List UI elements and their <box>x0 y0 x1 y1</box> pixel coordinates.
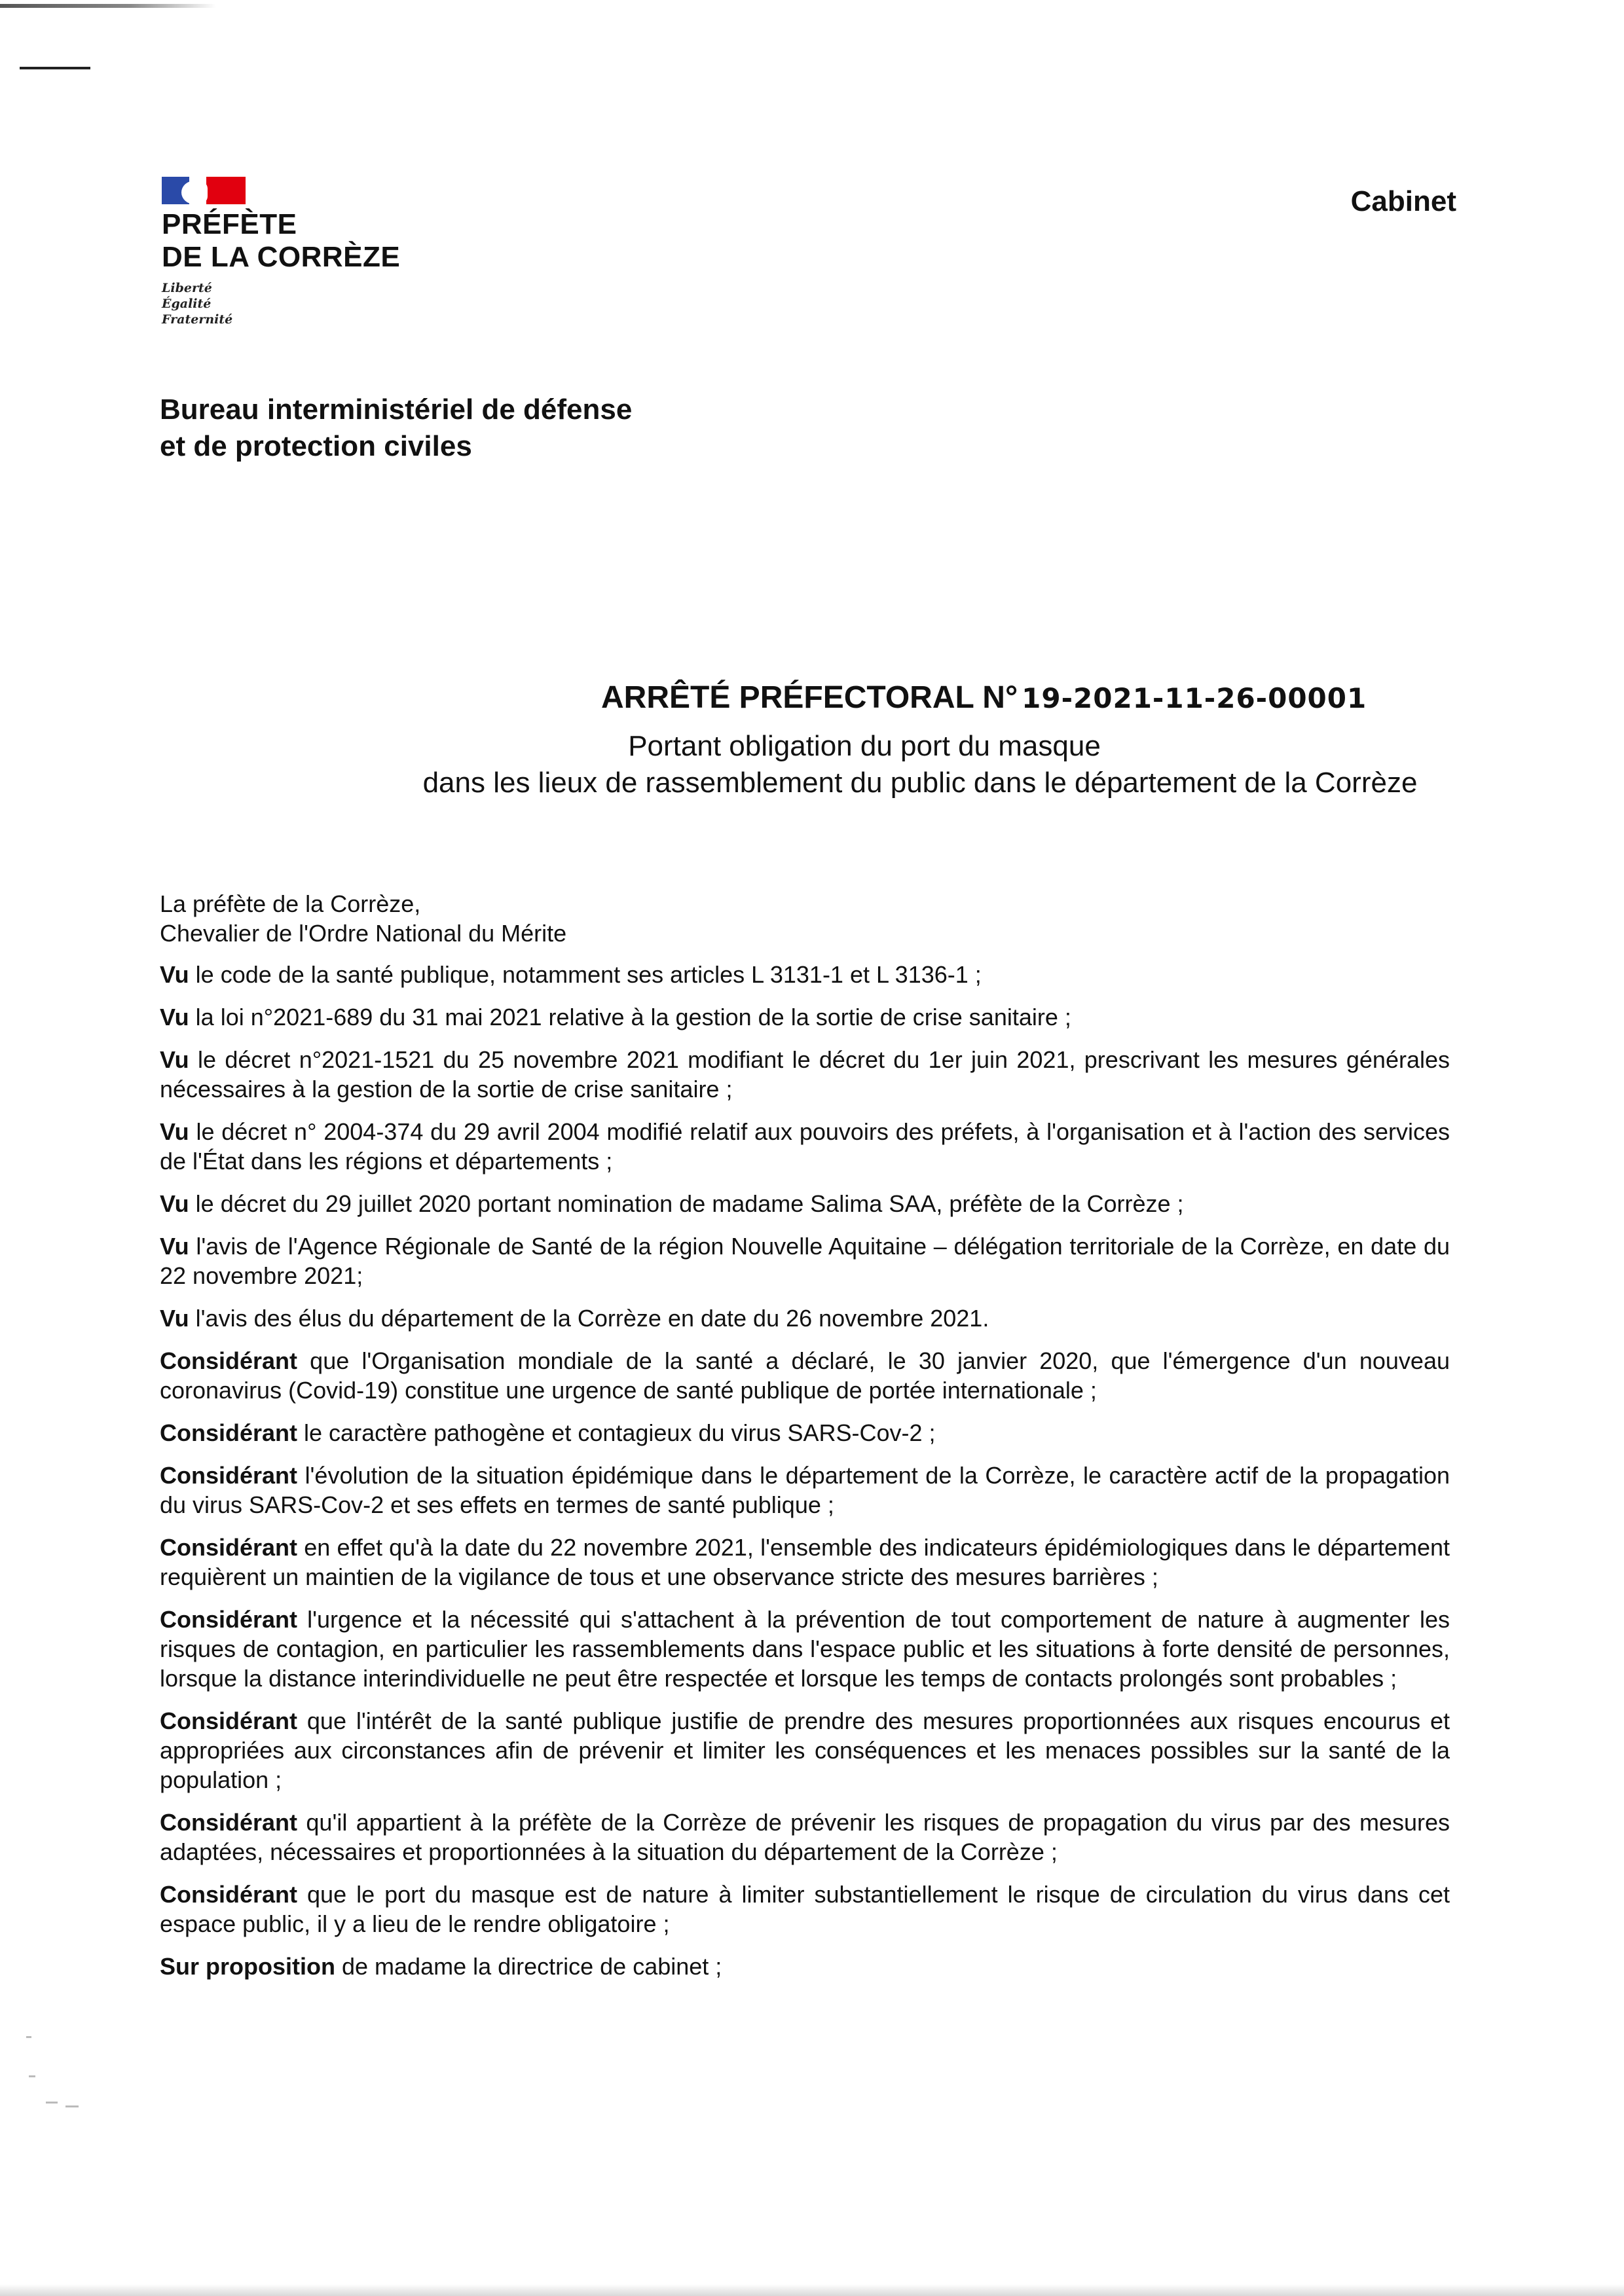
recital-paragraph <box>160 1880 1450 1939</box>
bureau-line2: et de protection civiles <box>160 430 472 462</box>
subtitle-line1: Portant obligation du port du masque <box>628 730 1101 762</box>
recital-paragraph <box>160 1189 1450 1218</box>
logo-title <box>162 208 400 274</box>
logo-title-line2: DE LA CORRÈZE <box>162 241 401 273</box>
recital-text: l'avis de l'Agence Régionale de Santé de la région Nouvelle Aquitaine – délégation territoriale de la Corrèze, en date du 22 novembre 2021; <box>160 1233 1450 1289</box>
recital-keyword: Vu <box>160 1305 189 1332</box>
recital-text: que le port du masque est de nature à limiter substantiellement le risque de circulation du virus dans cet espace public, il y a lieu de le rendre obligatoire ; <box>160 1881 1450 1937</box>
recital-text: l'avis des élus du département de la Corrèze en date du 26 novembre 2021. <box>189 1305 989 1332</box>
recital-keyword: Vu <box>160 1004 189 1030</box>
recital-paragraph <box>160 960 1450 989</box>
scan-artifacts <box>20 2036 98 2115</box>
department-label: Cabinet <box>1350 185 1456 217</box>
recital-paragraph <box>160 1605 1450 1693</box>
prefecture-logo <box>162 177 400 327</box>
recital-paragraph <box>160 1045 1450 1104</box>
recital-paragraph <box>160 1952 1450 1981</box>
recital-paragraph <box>160 1002 1450 1032</box>
recital-text: le décret du 29 juillet 2020 portant nomination de madame Salima SAA, préfète de la Corrèze ; <box>189 1190 1184 1217</box>
scan-pen-mark <box>20 67 90 69</box>
logo-title-line1: PRÉFÈTE <box>162 208 297 240</box>
recital-keyword: Sur proposition <box>160 1953 335 1980</box>
scan-bottom-edge <box>0 2284 1624 2296</box>
recital-keyword: Vu <box>160 1046 189 1073</box>
french-flag-icon <box>162 177 246 204</box>
recital-keyword: Vu <box>160 1118 189 1145</box>
recital-keyword: Considérant <box>160 1347 298 1374</box>
recital-keyword: Considérant <box>160 1534 298 1561</box>
recital-text: de madame la directrice de cabinet ; <box>335 1953 722 1980</box>
recital-text: que l'intérêt de la santé publique justifie de prendre des mesures proportionnées aux risques encourus et appropriées aux circonstances afin de prévenir et limiter les conséquences et les menaces possibles sur la santé de la population ; <box>160 1707 1450 1793</box>
recital-text: l'évolution de la situation épidémique dans le département de la Corrèze, le caractère actif de la propagation du virus SARS-Cov-2 et ses effets en termes de santé publique ; <box>160 1462 1450 1518</box>
recital-paragraph <box>160 1231 1450 1290</box>
marianne-icon <box>181 181 208 204</box>
recital-paragraph <box>160 1808 1450 1867</box>
motto-egalite: Égalité <box>162 297 212 311</box>
recitals-list <box>160 960 1450 1981</box>
recital-keyword: Considérant <box>160 1462 298 1489</box>
republic-motto <box>162 280 400 327</box>
recital-keyword: Considérant <box>160 1606 298 1633</box>
recital-paragraph <box>160 1418 1450 1448</box>
recital-keyword: Considérant <box>160 1707 298 1734</box>
recital-paragraph <box>160 1117 1450 1176</box>
recital-keyword: Considérant <box>160 1881 298 1908</box>
recital-text: en effet qu'à la date du 22 novembre 2021, l'ensemble des indicateurs épidémiologiques dans le département requièrent un maintien de la vigilance de tous et une observance stricte des mesures barrières ; <box>160 1534 1450 1590</box>
recital-text: le code de la santé publique, notamment ses articles L 3131-1 et L 3136-1 ; <box>189 961 982 988</box>
bureau-line1: Bureau interministériel de défense <box>160 393 633 426</box>
recital-text: qu'il appartient à la préfète de la Corrèze de prévenir les risques de propagation du virus par des mesures adaptées, nécessaires et proportionnées à la situation du département de la Corrèze ; <box>160 1809 1450 1865</box>
recital-text: le caractère pathogène et contagieux du virus SARS-Cov-2 ; <box>297 1419 936 1446</box>
decree-body <box>160 889 1450 1994</box>
author-block <box>160 889 1450 948</box>
recital-keyword: Vu <box>160 1190 189 1217</box>
recital-text: le décret n° 2004-374 du 29 avril 2004 modifié relatif aux pouvoirs des préfets, à l'organisation et à l'action des services de l'État dans les régions et départements ; <box>160 1118 1450 1175</box>
recital-text: le décret n°2021-1521 du 25 novembre 2021 modifiant le décret du 1er juin 2021, prescrivant les mesures générales nécessaires à la gestion de la sortie de crise sanitaire ; <box>160 1046 1450 1102</box>
motto-fraternite: Fraternité <box>162 312 233 327</box>
decree-subtitle <box>0 728 1624 801</box>
recital-paragraph <box>160 1461 1450 1520</box>
recital-paragraph <box>160 1706 1450 1795</box>
recital-paragraph <box>160 1533 1450 1592</box>
recital-paragraph <box>160 1303 1450 1333</box>
recital-keyword: Considérant <box>160 1419 298 1446</box>
scan-edge-mark <box>0 4 216 8</box>
recital-text: la loi n°2021-689 du 31 mai 2021 relative à la gestion de la sortie de crise sanitaire ; <box>189 1004 1071 1030</box>
bureau-name <box>160 392 632 465</box>
motto-liberte: Liberté <box>162 281 212 295</box>
recital-keyword: Considérant <box>160 1809 298 1836</box>
recital-keyword: Vu <box>160 961 189 988</box>
recital-text: que l'Organisation mondiale de la santé a déclaré, le 30 janvier 2020, que l'émergence d'un nouveau coronavirus (Covid-19) constitue une urgence de santé publique de portée internationale ; <box>160 1347 1450 1404</box>
recital-paragraph <box>160 1346 1450 1405</box>
decree-title-label: ARRÊTÉ PRÉFECTORAL N° <box>601 680 1018 715</box>
decree-title <box>601 678 1367 718</box>
subtitle-line2: dans les lieux de rassemblement du public dans le département de la Corrèze <box>422 767 1418 799</box>
author-line2: Chevalier de l'Ordre National du Mérite <box>160 920 567 947</box>
decree-number: 19-2021-11-26-00001 <box>1022 682 1367 714</box>
recital-keyword: Vu <box>160 1233 189 1260</box>
author-line1: La préfète de la Corrèze, <box>160 890 421 917</box>
recital-text: l'urgence et la nécessité qui s'attachent à la prévention de tout comportement de nature à augmenter les risques de contagion, en particulier les rassemblements dans l'espace public et les situations à forte densité de personnes, lorsque la distance interindividuelle ne peut être respectée et lorsque les temps de contacts prolongés sont probables ; <box>160 1606 1450 1692</box>
